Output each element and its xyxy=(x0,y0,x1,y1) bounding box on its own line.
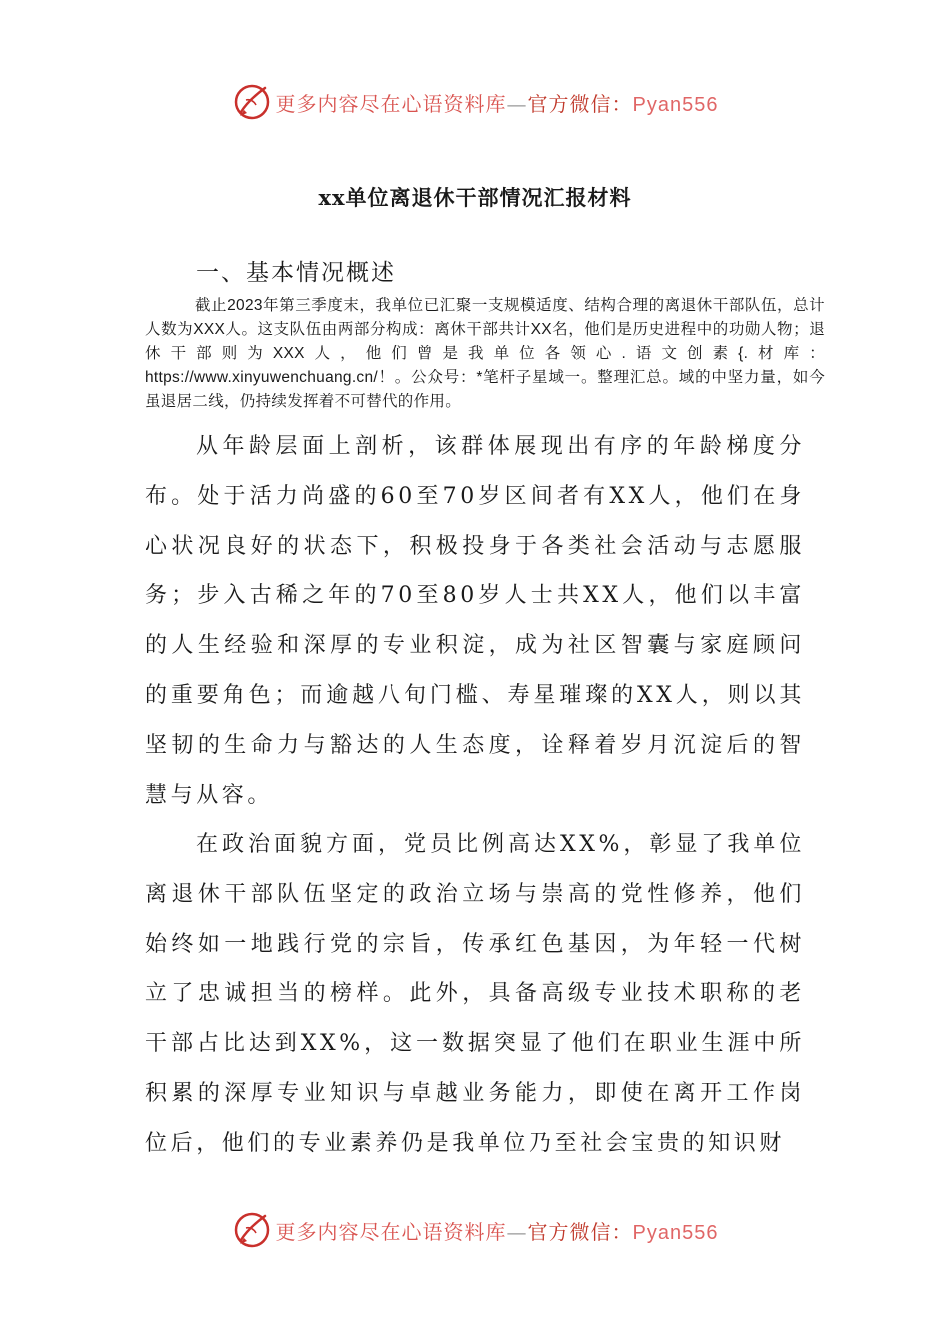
watermark-text-bottom: 更多内容尽在心语资料库—官方微信：Pyan556 xyxy=(275,1219,719,1244)
pen-logo-icon xyxy=(232,82,272,122)
section-heading: 一、基本情况概述 xyxy=(196,260,396,286)
document-title: xx单位离退休干部情况汇报材料 xyxy=(318,185,632,210)
political-paragraph: 在政治面貌方面，党员比例高达XX%，彰显了我单位离退休干部队伍坚定的政治立场与崇高的党性修养，他们始终如一地践行党的宗旨，传承红色基因，为年轻一代树立了忠诚担当的榜样。此外，具备高级专业技术职称的老干部占比达到XX%，这一数据突显了他们在职业生涯中所积累的深厚专业知识与卓越业务能力，即使在离开工作岗位后，他们的专业素养仍是我单位乃至社会宝贵的知识财 xyxy=(145,832,805,1156)
age-paragraph: 从年龄层面上剖析，该群体展现出有序的年龄梯度分布。处于活力尚盛的60至70岁区间者有XX人，他们在身心状况良好的状态下，积极投身于各类社会活动与志愿服务；步入古稀之年的70至80岁人士共XX人，他们以丰富的人生经验和深厚的专业积淀，成为社区智囊与家庭顾问的重要角色；而逾越八旬门槛、寿星璀璨的XX人，则以其坚韧的生命力与豁达的人生态度，诠释着岁月沉淀后的智慧与从容。 xyxy=(145,434,805,808)
pen-logo-icon xyxy=(232,1210,272,1250)
watermark-text-top: 更多内容尽在心语资料库—官方微信：Pyan556 xyxy=(275,91,719,116)
summary-paragraph: 截止2023年第三季度末，我单位已汇聚一支规模适度、结构合理的离退休干部队伍，总计人数为XXX人。这支队伍由两部分构成：离休干部共计XX名，他们是历史进程中的功勋人物；退休干部则为XXX人，他们曾是我单位各领心.语文创素{.材库：https://www.xinyuwenchuang.cn/！。公众号：*笔杆子星域一。整理汇总。域的中坚力量，如今虽退居二线，仍持续发挥着不可替代的作用。 xyxy=(145,297,825,410)
watermark-banner-top xyxy=(0,80,950,124)
watermark-banner-bottom xyxy=(0,1208,950,1252)
